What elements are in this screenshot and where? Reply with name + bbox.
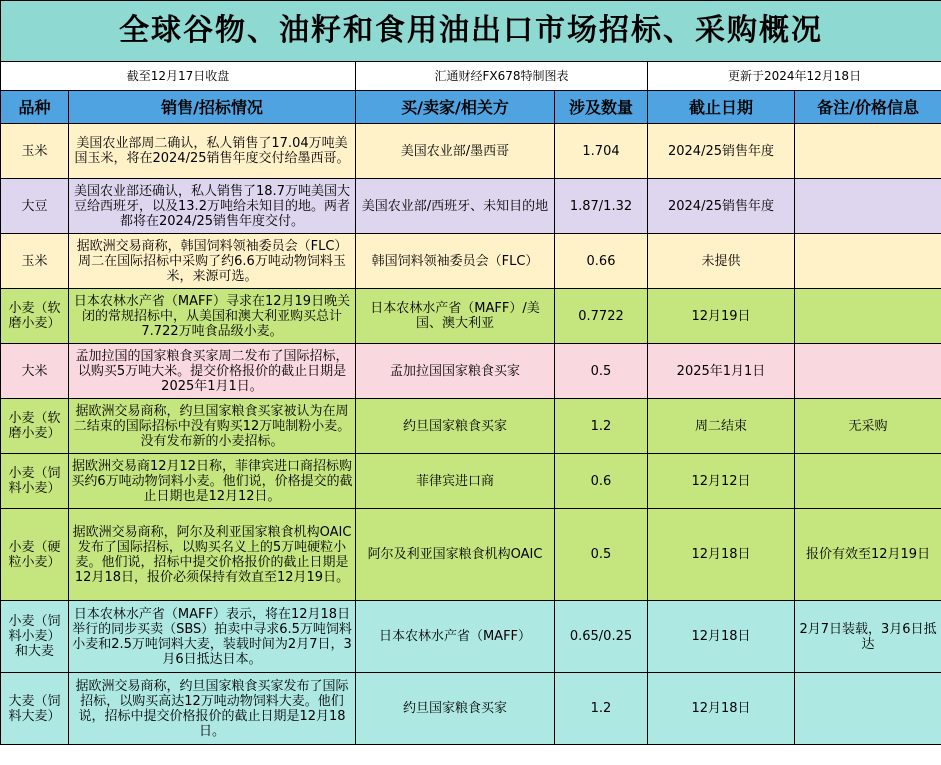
row-category: 玉米 — [1, 234, 69, 289]
row-note — [795, 454, 941, 509]
row-quantity: 0.66 — [555, 234, 648, 289]
row-quantity: 1.704 — [555, 124, 648, 179]
row-deadline: 12月19日 — [648, 289, 795, 344]
row-deadline: 12月18日 — [648, 601, 795, 673]
row-party: 约旦国家粮食买家 — [356, 673, 555, 745]
column-header-deadline: 截止日期 — [648, 91, 795, 124]
row-party: 阿尔及利亚国家粮食机构OAIC — [356, 509, 555, 601]
row-category: 大豆 — [1, 179, 69, 234]
table-row — [1, 601, 941, 673]
row-category: 大米 — [1, 344, 69, 399]
row-quantity: 0.5 — [555, 344, 648, 399]
row-description: 据欧洲交易商12月12日称，菲律宾进口商招标购买约6万吨动物饲料小麦。他们说，价格提交的截止日期也是12月12日。 — [69, 454, 356, 509]
column-header-sales: 销售/招标情况 — [69, 91, 356, 124]
column-header-note: 备注/价格信息 — [795, 91, 941, 124]
row-note: 2月7日装载，3月6日抵达 — [795, 601, 941, 673]
table-row — [1, 673, 941, 745]
row-deadline: 2024/25销售年度 — [648, 124, 795, 179]
row-deadline: 2024/25销售年度 — [648, 179, 795, 234]
row-note — [795, 344, 941, 399]
row-deadline: 未提供 — [648, 234, 795, 289]
row-party: 美国农业部/西班牙、未知目的地 — [356, 179, 555, 234]
column-header-quantity: 涉及数量 — [555, 91, 648, 124]
row-deadline: 12月18日 — [648, 673, 795, 745]
chart-source-label: 汇通财经FX678特制图表 — [356, 62, 648, 91]
row-deadline: 周二结束 — [648, 399, 795, 454]
row-category: 小麦（软磨小麦） — [1, 399, 69, 454]
row-deadline: 12月18日 — [648, 509, 795, 601]
row-deadline: 2025年1月1日 — [648, 344, 795, 399]
page-title: 全球谷物、油籽和食用油出口市场招标、采购概况 — [1, 1, 941, 62]
row-description: 据欧洲交易商称，约旦国家粮食买家发布了国际招标，以购买高达12万吨动物饲料大麦。他们说，招标中提交价格报价的截止日期是12月18日。 — [69, 673, 356, 745]
row-party: 孟加拉国国家粮食买家 — [356, 344, 555, 399]
table-row — [1, 234, 941, 289]
row-description: 美国农业部还确认，私人销售了18.7万吨美国大豆给西班牙，以及13.2万吨给未知目的地。两者都将在2024/25销售年度交付。 — [69, 179, 356, 234]
row-description: 美国农业部周二确认，私人销售了17.04万吨美国玉米，将在2024/25销售年度交付给墨西哥。 — [69, 124, 356, 179]
row-quantity: 1.2 — [555, 399, 648, 454]
row-note — [795, 289, 941, 344]
table-row — [1, 124, 941, 179]
row-note: 无采购 — [795, 399, 941, 454]
table-row — [1, 289, 941, 344]
row-party: 日本农林水产省（MAFF） — [356, 601, 555, 673]
row-category: 小麦（饲料小麦）和大麦 — [1, 601, 69, 673]
row-description: 日本农林水产省（MAFF）寻求在12月19日晚关闭的常规招标中，从美国和澳大利亚购买总计7.722万吨食品级小麦。 — [69, 289, 356, 344]
row-note — [795, 234, 941, 289]
row-category: 小麦（硬粒小麦） — [1, 509, 69, 601]
table-row — [1, 344, 941, 399]
row-quantity: 0.5 — [555, 509, 648, 601]
row-description: 据欧洲交易商称，阿尔及利亚国家粮食机构OAIC发布了国际招标，以购买名义上的5万吨硬粒小麦。他们说，招标中提交价格报价的截止日期是12月18日，报价必须保持有效直至12月19日。 — [69, 509, 356, 601]
row-category: 大麦（饲料大麦） — [1, 673, 69, 745]
table-row — [1, 399, 941, 454]
row-note: 报价有效至12月19日 — [795, 509, 941, 601]
row-party: 日本农林水产省（MAFF）/美国、澳大利亚 — [356, 289, 555, 344]
row-deadline: 12月12日 — [648, 454, 795, 509]
row-quantity: 0.6 — [555, 454, 648, 509]
table-row — [1, 509, 941, 601]
data-cutoff-label: 截至12月17日收盘 — [1, 62, 356, 91]
table-row — [1, 179, 941, 234]
column-header-variety: 品种 — [1, 91, 69, 124]
row-description: 据欧洲交易商称，约旦国家粮食买家被认为在周二结束的国际招标中没有购买12万吨制粉小麦。没有发布新的小麦招标。 — [69, 399, 356, 454]
row-note — [795, 179, 941, 234]
row-description: 据欧洲交易商称，韩国饲料领袖委员会（FLC）周二在国际招标中采购了约6.6万吨动物饲料玉米，来源可选。 — [69, 234, 356, 289]
column-header-party: 买/卖家/相关方 — [356, 91, 555, 124]
row-category: 玉米 — [1, 124, 69, 179]
row-description: 孟加拉国的国家粮食买家周二发布了国际招标，以购买5万吨大米。提交价格报价的截止日期是2025年1月1日。 — [69, 344, 356, 399]
row-note — [795, 124, 941, 179]
row-category: 小麦（饲料小麦） — [1, 454, 69, 509]
row-quantity: 1.87/1.32 — [555, 179, 648, 234]
row-quantity: 0.7722 — [555, 289, 648, 344]
table-row — [1, 454, 941, 509]
row-quantity: 0.65/0.25 — [555, 601, 648, 673]
row-party: 美国农业部/墨西哥 — [356, 124, 555, 179]
row-party: 菲律宾进口商 — [356, 454, 555, 509]
row-note — [795, 673, 941, 745]
row-quantity: 1.2 — [555, 673, 648, 745]
row-party: 韩国饲料领袖委员会（FLC） — [356, 234, 555, 289]
row-party: 约旦国家粮食买家 — [356, 399, 555, 454]
row-description: 日本农林水产省（MAFF）表示，将在12月18日举行的同步买卖（SBS）拍卖中寻求6.5万吨饲料小麦和2.5万吨饲料大麦，装载时间为2月7日，3月6日抵达日本。 — [69, 601, 356, 673]
update-date-label: 更新于2024年12月18日 — [648, 62, 941, 91]
row-category: 小麦（软磨小麦） — [1, 289, 69, 344]
